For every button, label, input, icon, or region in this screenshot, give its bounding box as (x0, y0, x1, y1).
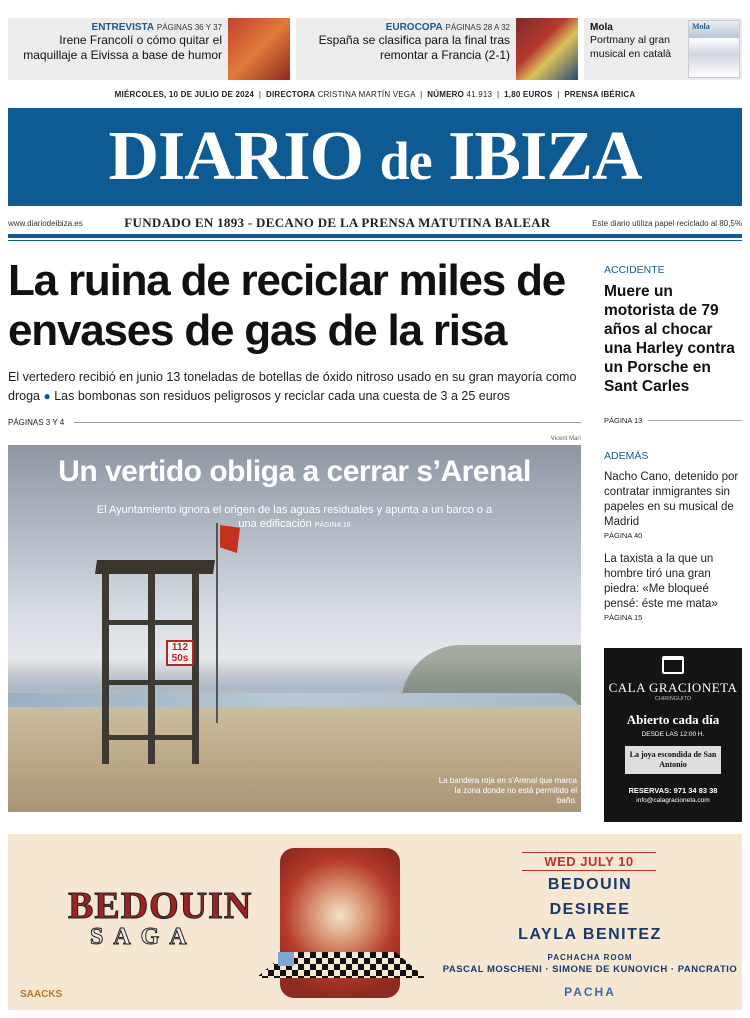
issue-number: 41.913 (466, 90, 493, 99)
sidebar-briefs: ADEMÁS Nacho Cano, detenido por contratar inmigrantes sin papeles en su musical de Madrid PÁGINA 40 La taxista a la que un hombre tiró una gran piedra: «Me bloqueé pensé: éste me mata» PÁGINA 15 (604, 450, 742, 622)
saga-logo: SAGA (90, 924, 197, 950)
divider (8, 234, 742, 238)
promo-kicker: Mola (590, 22, 613, 33)
emergency-sign: 112 50s (166, 640, 194, 666)
ad-cala-gracioneta[interactable]: CALA GRACIONETA CHIRINGUITO Abierto cada día DESDE LAS 12:00 H. La joya escondida de San Antonio RESERVAS: 971 34 83 38 info@calagracioneta.com (604, 648, 742, 822)
brand-left: SAACKS (20, 989, 63, 1000)
founded-tagline: FUNDADO EN 1893 - DECANO DE LA PRENSA MATUTINA BALEAR (124, 215, 551, 230)
director-label: DIRECTORA (266, 90, 316, 99)
guest-djs: PASCAL MOSCHENI · SIMONE DE KUNOVICH · PANCRATIO (442, 964, 738, 975)
room-name: PACHACHA ROOM (547, 953, 633, 962)
issue-date: MIÉRCOLES, 10 DE JULIO DE 2024 (114, 90, 255, 99)
lead-standfirst: El vertedero recibió en junio 13 toneladas de botellas de óxido nitroso usado en su gran mayoría como droga ● Las bombonas son residuos peligrosos y reciclar cada una cuesta de 3 a 25 euros (8, 370, 577, 403)
brief-nacho-cano[interactable]: Nacho Cano, detenido por contratar inmigrantes sin papeles en su musical de Madrid (604, 471, 739, 528)
promo-pages: PÁGINAS 36 Y 37 (156, 23, 222, 32)
recycled-paper-note: Este diario utiliza papel reciclado al 80,5% (592, 218, 742, 228)
promo-pages: PÁGINAS 28 A 32 (445, 23, 510, 32)
price: 1,80 EUROS (504, 90, 553, 99)
subline (8, 212, 742, 234)
ad-tagline: La joya escondida de San Antonio (625, 746, 721, 774)
flag-pole (216, 523, 218, 723)
website-link[interactable]: www.diariodeibiza.es (8, 218, 83, 228)
photo-story[interactable] (8, 445, 581, 812)
event-date: WED JULY 10 (522, 852, 656, 871)
ad-phone: RESERVAS: 971 34 83 38 (628, 786, 718, 795)
number-label: NÚMERO (427, 90, 465, 99)
pacha-logo: PACHA (564, 985, 616, 999)
photo-caption: La bandera roja en s’Arenal que marca la zona donde no está permitido el baño. (438, 776, 577, 805)
promo-text: Irene Francolí o cómo quitar el maquillaje a Eivissa a base de humor (23, 33, 222, 62)
lifeguard-tower (96, 560, 206, 765)
bullet-icon: ● (43, 389, 51, 403)
promo-kicker: EUROCOPA (385, 22, 443, 33)
ad-open: Abierto cada día (626, 712, 720, 727)
promo-eurocopa[interactable] (296, 18, 578, 80)
divider (8, 240, 742, 241)
act-layla-benitez: LAYLA BENITEZ (518, 926, 662, 943)
section-label: ACCIDENTE (604, 264, 665, 276)
boat-icon (662, 656, 684, 674)
photo-story-subtitle: El Ayuntamiento ignora el origen de las aguas residuales y apunta a un barco o a una edificación PÁGINA 16 (96, 504, 493, 530)
act-desiree: DESIREE (549, 901, 631, 918)
promo-text: España se clasifica para la final tras remontar a Francia (2-1) (318, 33, 510, 62)
ad-email: info@calagracioneta.com (636, 797, 710, 804)
promo-interview[interactable] (8, 18, 290, 80)
photo-credit: Vicent Marí (550, 436, 581, 442)
sidebar-story-accident[interactable] (604, 264, 742, 396)
supplement-thumbnail: Mola (688, 20, 740, 78)
masthead[interactable] (8, 108, 742, 206)
lead-pages: PÁGINAS 3 Y 4 (8, 418, 581, 427)
masthead-title: DIARIO de IBIZA (108, 118, 642, 195)
promo-bar (8, 18, 742, 80)
promo-kicker: ENTREVISTA (91, 22, 155, 33)
sidebar-headline: Muere un motorista de 79 años al chocar una Harley contra un Porsche en Sant Carles (604, 283, 735, 395)
sidebar-page: PÁGINA 13 (604, 416, 742, 425)
promo-photo (228, 18, 290, 80)
promo-mola[interactable] (584, 18, 742, 80)
promo-text: Portmany al gran musical en català (590, 34, 672, 60)
dateline: MIÉRCOLES, 10 DE JULIO DE 2024 | DIRECTORA CRISTINA MARTÍN VEGA | NÚMERO 41.913 | 1,80 EUROS | PRENSA IBÉRICA (114, 90, 636, 99)
act-bedouin: BEDOUIN (547, 876, 633, 893)
lead-headline[interactable]: La ruina de reciclar miles de envases de gas de la risa (8, 256, 566, 355)
brief-taxista[interactable]: La taxista a la que un hombre tiró una gran piedra: «Me bloqueé pensé: éste me mata» (604, 553, 718, 610)
ad-name: CALA GRACIONETA (608, 680, 738, 695)
ad-bedouin[interactable] (8, 834, 742, 1010)
photo-story-title: Un vertido obliga a cerrar s’Arenal (58, 455, 531, 488)
section-label: ADEMÁS (604, 450, 649, 462)
director-name: CRISTINA MARTÍN VEGA (317, 90, 416, 99)
bedouin-logo: BEDOUIN (68, 885, 253, 927)
publisher-group: PRENSA IBÉRICA (564, 90, 636, 99)
promo-photo (516, 18, 578, 80)
